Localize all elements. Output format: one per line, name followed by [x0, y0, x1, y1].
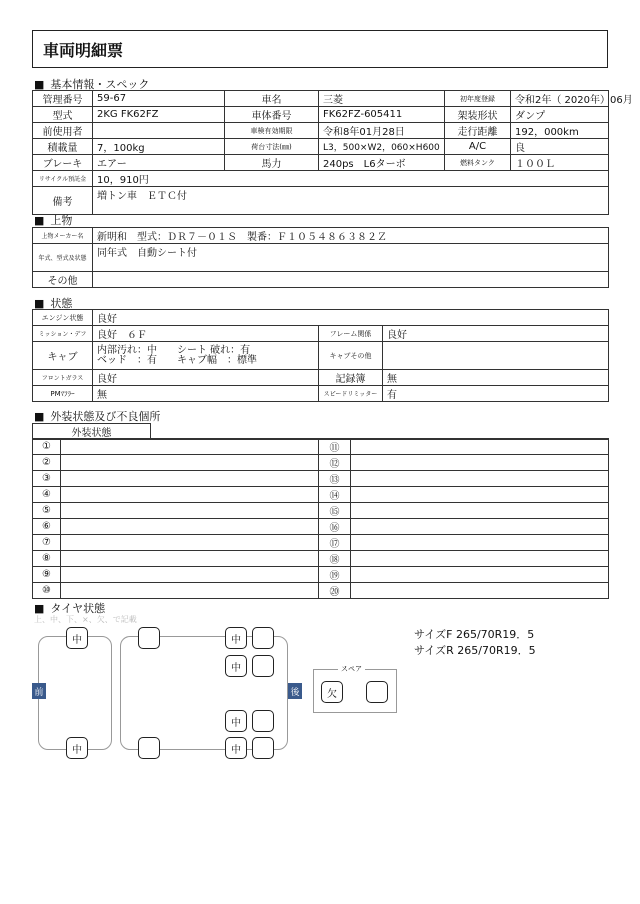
tire-panel-rear — [120, 636, 288, 750]
tire-front-left[interactable]: 中 — [66, 627, 88, 649]
exterior-note-left[interactable] — [61, 455, 319, 471]
value-first-reg: 令和2年（ 2020年）06月 — [511, 91, 609, 107]
label-brake: ブレーキ — [33, 155, 93, 171]
tire-rear-2-outer[interactable]: 中 — [225, 655, 247, 677]
value-bed-size: L3，500×W2，060×H600 — [319, 139, 445, 155]
tire-left-top[interactable] — [138, 627, 160, 649]
value-upper-year: 同年式 自動シート付 — [93, 244, 609, 272]
section-basic: ■ 基本情報・スペック — [34, 76, 149, 92]
exterior-note-right[interactable] — [351, 551, 609, 567]
exterior-row — [33, 567, 609, 583]
label-cab: キャブ — [33, 342, 93, 370]
exterior-row — [33, 551, 609, 567]
exterior-row — [33, 535, 609, 551]
exterior-table — [32, 438, 609, 599]
value-upper-maker: 新明和 型式：ＤＲ７－０１Ｓ 製番：Ｆ１０５４８６３８２Ｚ — [93, 228, 609, 244]
value-inspection-expiry: 令和8年01月28日 — [319, 123, 445, 139]
exterior-num-right: ⑱ — [319, 551, 351, 567]
exterior-note-right[interactable] — [351, 439, 609, 455]
exterior-num-left: ⑩ — [33, 583, 61, 599]
exterior-row — [33, 471, 609, 487]
label-engine: エンジン状態 — [33, 310, 93, 326]
label-car-name: 車名 — [225, 91, 319, 107]
basic-table — [32, 90, 633, 215]
value-fuel-tank: １００Ｌ — [511, 155, 609, 171]
label-fuel-tank: 燃料タンク — [445, 155, 511, 171]
exterior-row — [33, 439, 609, 455]
exterior-num-right: ⑯ — [319, 519, 351, 535]
label-cab-other: キャブその他 — [319, 342, 383, 370]
label-pm-muffler: PMﾏﾌﾗｰ — [33, 386, 93, 402]
section-exterior: ■ 外装状態及び不良個所 — [34, 408, 160, 424]
exterior-note-left[interactable] — [61, 519, 319, 535]
rear-label: 後 — [288, 683, 302, 699]
exterior-num-left: ② — [33, 455, 61, 471]
page-title: 車両明細票 — [32, 30, 608, 68]
tire-spare-2[interactable] — [366, 681, 388, 703]
cab-line-2: ベッド ：有 キャブ幅 ：標準 — [97, 354, 257, 366]
section-condition: ■ 状態 — [34, 295, 72, 311]
exterior-note-right[interactable] — [351, 503, 609, 519]
label-frame: フレーム関係 — [319, 326, 383, 342]
exterior-num-right: ⑮ — [319, 503, 351, 519]
value-remarks: 増トン車 ＥＴＣ付 — [93, 187, 609, 215]
label-record-book: 記録簿 — [319, 370, 383, 386]
tire-rear-1-inner[interactable] — [252, 627, 274, 649]
exterior-note-left[interactable] — [61, 567, 319, 583]
section-tire: ■ タイヤ状態 — [34, 600, 105, 616]
exterior-num-left: ④ — [33, 487, 61, 503]
tire-rear-2-inner[interactable] — [252, 655, 274, 677]
value-mission: 良好 ６Ｆ — [93, 326, 319, 342]
exterior-note-right[interactable] — [351, 471, 609, 487]
exterior-num-left: ⑥ — [33, 519, 61, 535]
tire-front-right[interactable]: 中 — [66, 737, 88, 759]
exterior-row — [33, 519, 609, 535]
value-ac: 良 — [511, 139, 609, 155]
tire-rear-3-inner[interactable] — [252, 710, 274, 732]
exterior-row — [33, 503, 609, 519]
exterior-num-left: ⑧ — [33, 551, 61, 567]
tire-left-bottom[interactable] — [138, 737, 160, 759]
label-ac: A/C — [445, 139, 511, 155]
exterior-note-right[interactable] — [351, 535, 609, 551]
exterior-note-left[interactable] — [61, 551, 319, 567]
exterior-num-right: ⑲ — [319, 567, 351, 583]
exterior-note-right[interactable] — [351, 487, 609, 503]
label-upper-year: 年式、型式及状態 — [33, 244, 93, 272]
tire-rear-4-inner[interactable] — [252, 737, 274, 759]
value-front-glass: 良好 — [93, 370, 319, 386]
label-control-no: 管理番号 — [33, 91, 93, 107]
value-mileage: 192，000km — [511, 123, 609, 139]
label-recycle-fee: リサイクル預託金 — [33, 171, 93, 187]
exterior-header-label: 外装状態 — [33, 424, 151, 440]
cab-line-1: 内部汚れ：中 シート 破れ：有 — [97, 344, 251, 356]
value-pm-muffler: 無 — [93, 386, 319, 402]
tire-panel-front — [38, 636, 112, 750]
exterior-num-left: ③ — [33, 471, 61, 487]
value-control-no: 59-67 — [93, 91, 225, 107]
tire-rear-4-outer[interactable]: 中 — [225, 737, 247, 759]
exterior-row — [33, 455, 609, 471]
section-upper: ■ 上物 — [34, 212, 72, 228]
value-recycle-fee: 10，910円 — [93, 171, 609, 187]
label-remarks: 備考 — [33, 187, 93, 215]
label-upper-other: その他 — [33, 272, 93, 288]
exterior-num-right: ⑫ — [319, 455, 351, 471]
condition-table — [32, 309, 609, 402]
exterior-num-right: ⑪ — [319, 439, 351, 455]
value-load-capacity: 7，100kg — [93, 139, 225, 155]
exterior-num-right: ⑰ — [319, 535, 351, 551]
label-body-type: 架装形状 — [445, 107, 511, 123]
exterior-row — [33, 583, 609, 599]
exterior-row — [33, 487, 609, 503]
value-speed-limiter: 有 — [383, 386, 609, 402]
label-load-capacity: 積載量 — [33, 139, 93, 155]
exterior-note-right[interactable] — [351, 583, 609, 599]
value-chassis-no: FK62FZ-605411 — [319, 107, 445, 123]
label-horsepower: 馬力 — [225, 155, 319, 171]
label-inspection-expiry: 車検有効期限 — [225, 123, 319, 139]
exterior-note-right[interactable] — [351, 455, 609, 471]
value-car-name: 三菱 — [319, 91, 445, 107]
tire-size-rear: サイズR 265/70R19．5 — [414, 644, 536, 657]
value-cab-other — [383, 342, 609, 370]
tire-spare-1[interactable]: 欠 — [321, 681, 343, 703]
exterior-note-right[interactable] — [351, 519, 609, 535]
exterior-num-right: ⑬ — [319, 471, 351, 487]
value-frame: 良好 — [383, 326, 609, 342]
exterior-num-right: ⑳ — [319, 583, 351, 599]
value-upper-other — [93, 272, 609, 288]
value-brake: エアー — [93, 155, 225, 171]
exterior-num-left: ⑨ — [33, 567, 61, 583]
value-record-book: 無 — [383, 370, 609, 386]
value-body-type: ダンプ — [511, 107, 609, 123]
exterior-note-left[interactable] — [61, 503, 319, 519]
tire-rear-3-outer[interactable]: 中 — [225, 710, 247, 732]
value-engine: 良好 — [93, 310, 609, 326]
upper-table — [32, 227, 609, 288]
label-chassis-no: 車体番号 — [225, 107, 319, 123]
label-bed-size: 荷台寸法(㎜) — [225, 139, 319, 155]
value-horsepower: 240ps L6ターボ — [319, 155, 445, 171]
spare-label: スペア — [338, 664, 365, 674]
label-upper-maker: 上物メーカー名 — [33, 228, 93, 244]
label-model: 型式 — [33, 107, 93, 123]
exterior-num-left: ① — [33, 439, 61, 455]
tire-size-front: サイズF 265/70R19．5 — [414, 628, 535, 641]
exterior-note-left[interactable] — [61, 487, 319, 503]
value-model: 2KG FK62FZ — [93, 107, 225, 123]
exterior-note-right[interactable] — [351, 567, 609, 583]
exterior-note-left[interactable] — [61, 535, 319, 551]
label-front-glass: フロントガラス — [33, 370, 93, 386]
exterior-num-left: ⑦ — [33, 535, 61, 551]
label-first-reg: 初年度登録 — [445, 91, 511, 107]
label-mission: ミッション・デフ — [33, 326, 93, 342]
front-label: 前 — [32, 683, 46, 699]
value-cab — [93, 342, 319, 370]
tire-hint: 上、中、下、×、欠、で記載 — [34, 615, 137, 624]
exterior-note-left[interactable] — [61, 471, 319, 487]
exterior-num-left: ⑤ — [33, 503, 61, 519]
label-mileage: 走行距離 — [445, 123, 511, 139]
value-prev-user — [93, 123, 225, 139]
exterior-note-left[interactable] — [61, 583, 319, 599]
exterior-num-right: ⑭ — [319, 487, 351, 503]
exterior-note-left[interactable] — [61, 439, 319, 455]
tire-rear-1-outer[interactable]: 中 — [225, 627, 247, 649]
label-speed-limiter: スピードリミッター — [319, 386, 383, 402]
label-prev-user: 前使用者 — [33, 123, 93, 139]
